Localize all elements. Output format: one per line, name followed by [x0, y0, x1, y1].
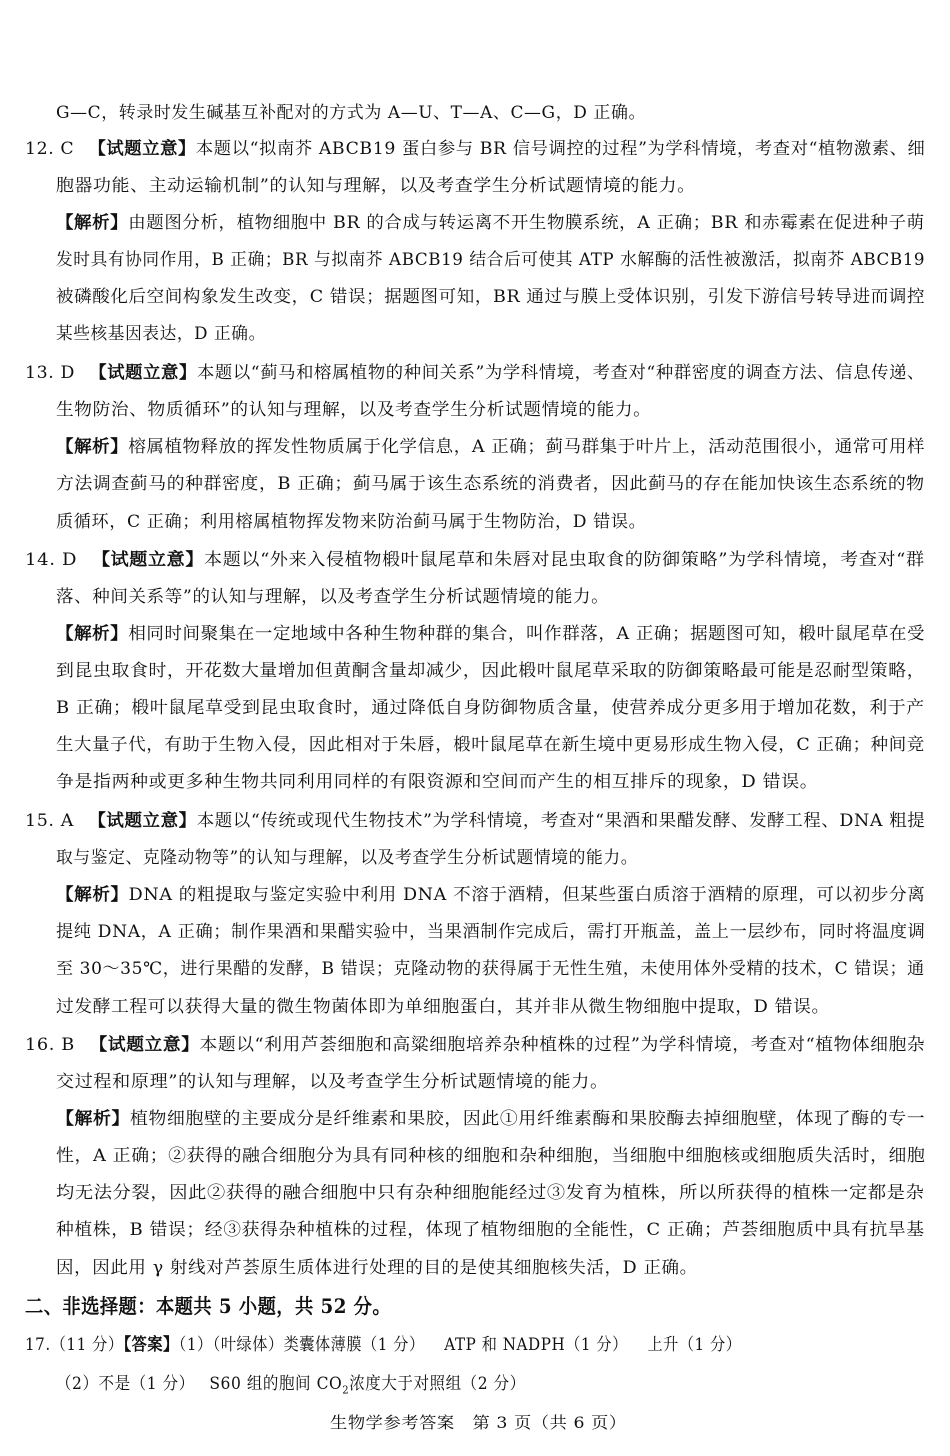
- text-line: 过发酵工程可以获得大量的微生物菌体即为单细胞蛋白，其并非从微生物细胞中提取，D 错误。: [56, 997, 830, 1017]
- question-12-analysis: 【解析】由题图分析，植物细胞中 BR 的合成与转运离不开生物膜系统，A 正确；BR 和赤霉素在促进种子萌: [56, 213, 925, 233]
- text-line: 至 30～35℃，进行果醋的发酵，B 错误；克隆动物的获得属于无性生殖，未使用体外受精的技术，C 错误；通: [56, 959, 925, 979]
- question-number: 14. D: [25, 550, 78, 570]
- question-15-stance: 15. A 【试题立意】本题以“传统或现代生物技术”为学科情境，考查对“果酒和果醋发酵、发酵工程、DNA 粗提: [25, 811, 926, 831]
- text-line: 到昆虫取食时，开花数大量增加但黄酮含量却减少，因此椴叶鼠尾草采取的防御策略最可能是忍耐型策略，: [56, 661, 926, 681]
- text-line: 取与鉴定、克隆动物等”的认知与理解，以及考查学生分析试题情境的能力。: [56, 848, 639, 868]
- label-answer: 【答案】: [123, 1335, 179, 1355]
- text-line: 发时具有协同作用，B 正确；BR 与拟南芥 ABCB19 结合后可使其 ATP 水解酶的活性被激活，拟南芥 ABCB19: [56, 250, 926, 270]
- question-14-analysis: 【解析】相同时间聚集在一定地域中各种生物种群的集合，叫作群落，A 正确；据题图可知，椴叶鼠尾草在受: [56, 624, 926, 644]
- section-heading: 二、非选择题：本题共 5 小题，共 52 分。: [25, 1294, 392, 1318]
- text-line: 均无法分裂，因此②获得的融合细胞中只有杂种细胞能经过③发育为植株，所以所获得的植株一定都是杂: [56, 1183, 925, 1203]
- text-line: 落、种间关系等”的认知与理解，以及考查学生分析试题情境的能力。: [56, 587, 610, 607]
- question-number: 16. B: [25, 1035, 75, 1055]
- text-line: 因，因此用 γ 射线对芦荟原生质体进行处理的目的是使其细胞核失活，D 正确。: [56, 1258, 698, 1278]
- text-line: 种植株，B 错误；经③获得杂种植株的过程，体现了植物细胞的全能性，C 正确；芦荟细胞质中具有抗旱基: [56, 1220, 925, 1240]
- text-line: 争是指两种或更多种生物共同利用同样的有限资源和空间而产生的相互排斥的现象，D 错误。: [56, 772, 819, 792]
- label-stance: 【试题立意】: [88, 811, 197, 831]
- text-line: B 正确；椴叶鼠尾草受到昆虫取食时，通过降低自身防御物质含量，使营养成分更多用于增加花数，利于产: [56, 698, 925, 718]
- text-line: 生物防治、物质循环”的认知与理解，以及考查学生分析试题情境的能力。: [56, 400, 652, 420]
- question-12-stance: 12. C 【试题立意】本题以“拟南芥 ABCB19 蛋白参与 BR 信号调控的过程”为学科情境，考查对“植物激素、细: [25, 139, 926, 159]
- question-number: 15. A: [25, 811, 74, 831]
- label-analysis: 【解析】: [56, 885, 129, 905]
- text-line: 方法调查蓟马的种群密度，B 正确；蓟马属于该生态系统的消费者，因此蓟马的存在能加快该生态系统的物: [56, 474, 925, 494]
- question-16-stance: 16. B 【试题立意】本题以“利用芦荟细胞和高粱细胞培养杂种植株的过程”为学科情境，考查对“植物体细胞杂: [25, 1035, 926, 1055]
- question-number: 13. D: [25, 363, 76, 383]
- page-footer: 生物学参考答案 第 3 页（共 6 页）: [330, 1413, 627, 1432]
- question-number: 17.（11 分）: [25, 1335, 124, 1355]
- question-13-analysis: 【解析】榕属植物释放的挥发性物质属于化学信息，A 正确；蓟马群集于叶片上，活动范围很小，通常可用样: [56, 437, 926, 457]
- text-line: 质循环，C 正确；利用榕属植物挥发物来防治蓟马属于生物防治，D 错误。: [56, 512, 647, 532]
- text-line: 某些核基因表达，D 正确。: [56, 324, 266, 344]
- label-analysis: 【解析】: [56, 213, 129, 233]
- label-stance: 【试题立意】: [88, 139, 196, 159]
- text-line: 交过程和原理”的认知与理解，以及考查学生分析试题情境的能力。: [56, 1072, 609, 1092]
- question-13-stance: 13. D 【试题立意】本题以“蓟马和榕属植物的种间关系”为学科情境，考查对“种群密度的调查方法、信息传递、: [25, 363, 926, 383]
- text-line: 胞器功能、主动运输机制”的认知与理解，以及考查学生分析试题情境的能力。: [56, 176, 696, 196]
- question-17-part2: （2）不是（1 分） S60 组的胞间 $CO_2$浓度大于对照组（2 分）: [56, 1374, 526, 1397]
- question-16-analysis: 【解析】植物细胞壁的主要成分是纤维素和果胶，因此①用纤维素酶和果胶酶去掉细胞壁，体现了酶的专一: [56, 1109, 926, 1129]
- label-stance: 【试题立意】: [89, 1035, 200, 1055]
- text-line: 被磷酸化后空间构象发生改变，C 错误；据题图可知，BR 通过与膜上受体识别，引发下游信号转导进而调控: [56, 287, 926, 307]
- question-14-stance: 14. D 【试题立意】本题以“外来入侵植物椴叶鼠尾草和朱唇对昆虫取食的防御策略”为学科情境，考查对“群: [25, 550, 925, 570]
- question-17-answer: 17.（11 分）【答案】（1）（叶绿体）类囊体薄膜（1 分） ATP 和 NADPH（1 分） 上升（1 分）: [25, 1335, 742, 1355]
- text-line: 提纯 DNA，A 正确；制作果酒和果醋实验中，当果酒制作完成后，需打开瓶盖，盖上一层纱布，同时将温度调: [56, 922, 926, 942]
- label-analysis: 【解析】: [56, 624, 129, 644]
- label-analysis: 【解析】: [56, 1109, 130, 1129]
- question-15-analysis: 【解析】DNA 的粗提取与鉴定实验中利用 DNA 不溶于酒精，但某些蛋白质溶于酒精的原理，可以初步分离: [56, 885, 926, 905]
- question-number: 12. C: [25, 139, 75, 159]
- label-stance: 【试题立意】: [89, 363, 197, 383]
- label-analysis: 【解析】: [56, 437, 129, 457]
- text-line: 性，A 正确；②获得的融合细胞分为具有同种核的细胞和杂种细胞，当细胞中细胞核或细胞质失活时，细胞: [56, 1146, 926, 1166]
- text-line: G—C，转录时发生碱基互补配对的方式为 A—U、T—A、C—G，D 正确。: [56, 103, 647, 123]
- label-stance: 【试题立意】: [91, 550, 205, 570]
- text-line: 生大量子代，有助于生物入侵，因此相对于朱唇，椴叶鼠尾草在新生境中更易形成生物入侵，C 正确；种间竞: [56, 735, 925, 755]
